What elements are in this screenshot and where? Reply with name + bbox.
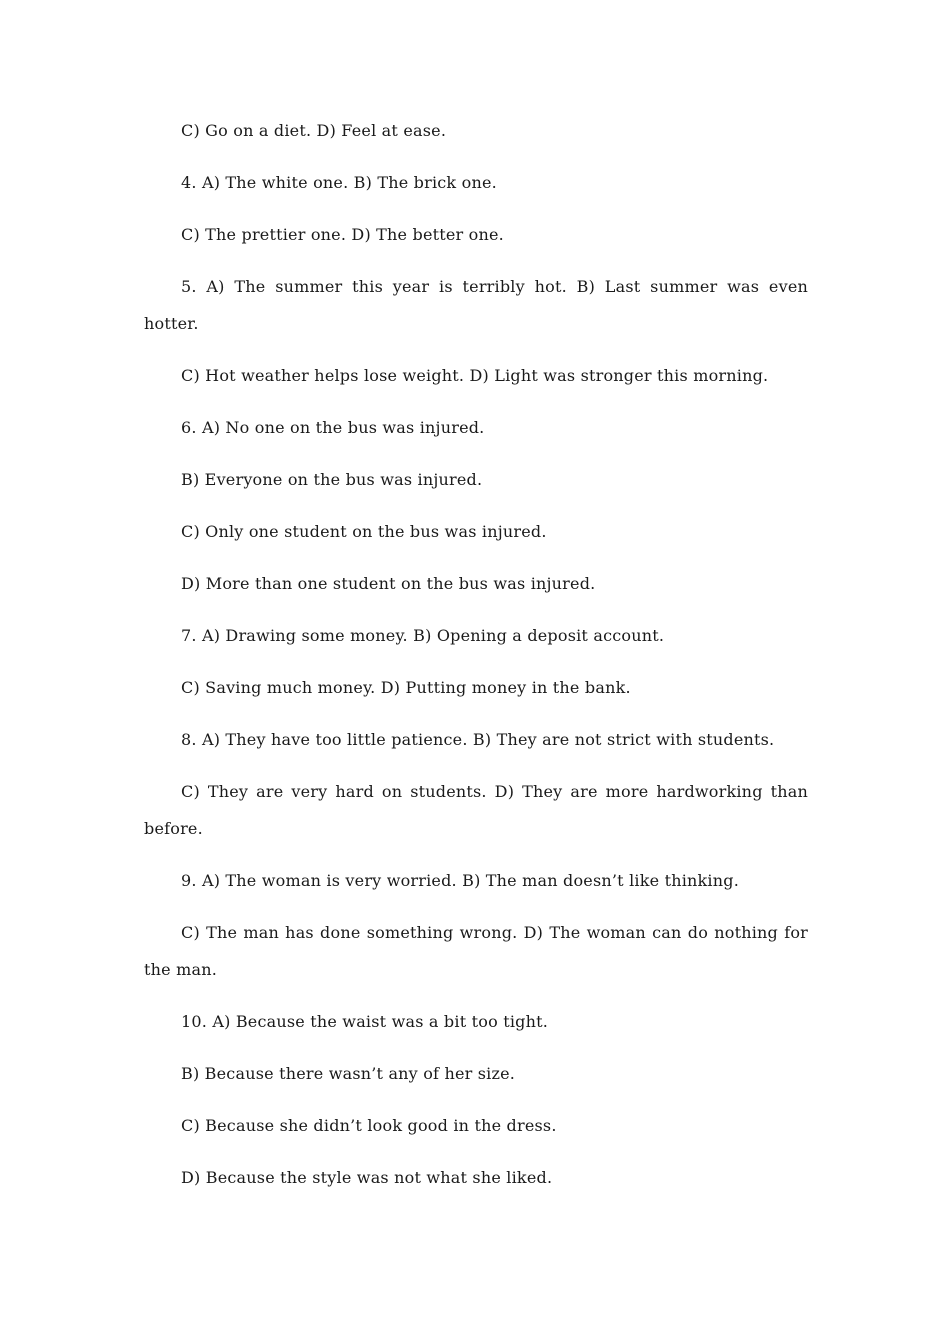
question-4-options-cd: C) The prettier one. D) The better one.	[181, 225, 504, 244]
question-5-options-ab: 5. A) The summer this year is terribly hot. B) Last summer was even hotter.	[144, 277, 808, 333]
question-6-option-d: D) More than one student on the bus was injured.	[181, 574, 596, 593]
question-options-text	[144, 112, 808, 1211]
question-10-option-c: C) Because she didn’t look good in the dress.	[181, 1116, 557, 1135]
question-7-options-ab: 7. A) Drawing some money. B) Opening a deposit account.	[181, 626, 665, 645]
option-line-3cd: C) Go on a diet. D) Feel at ease.	[181, 121, 447, 140]
question-6-option-c: C) Only one student on the bus was injured.	[181, 522, 547, 541]
question-10-option-d: D) Because the style was not what she liked.	[181, 1168, 553, 1187]
question-4-options-ab: 4. A) The white one. B) The brick one.	[181, 173, 497, 192]
question-6-option-a: 6. A) No one on the bus was injured.	[181, 418, 485, 437]
question-8-options-ab: 8. A) They have too little patience. B) They are not strict with students.	[181, 730, 775, 749]
question-9-options-ab: 9. A) The woman is very worried. B) The man doesn’t like thinking.	[181, 871, 739, 890]
question-10-option-a: 10. A) Because the waist was a bit too tight.	[181, 1012, 548, 1031]
question-7-options-cd: C) Saving much money. D) Putting money in the bank.	[181, 678, 631, 697]
question-6-option-b: B) Everyone on the bus was injured.	[181, 470, 483, 489]
question-8-options-cd: C) They are very hard on students. D) They are more hardworking than before.	[144, 782, 808, 838]
question-9-options-cd: C) The man has done something wrong. D) The woman can do nothing for the man.	[144, 923, 808, 979]
question-5-options-cd: C) Hot weather helps lose weight. D) Light was stronger this morning.	[181, 366, 769, 385]
question-10-option-b: B) Because there wasn’t any of her size.	[181, 1064, 516, 1083]
